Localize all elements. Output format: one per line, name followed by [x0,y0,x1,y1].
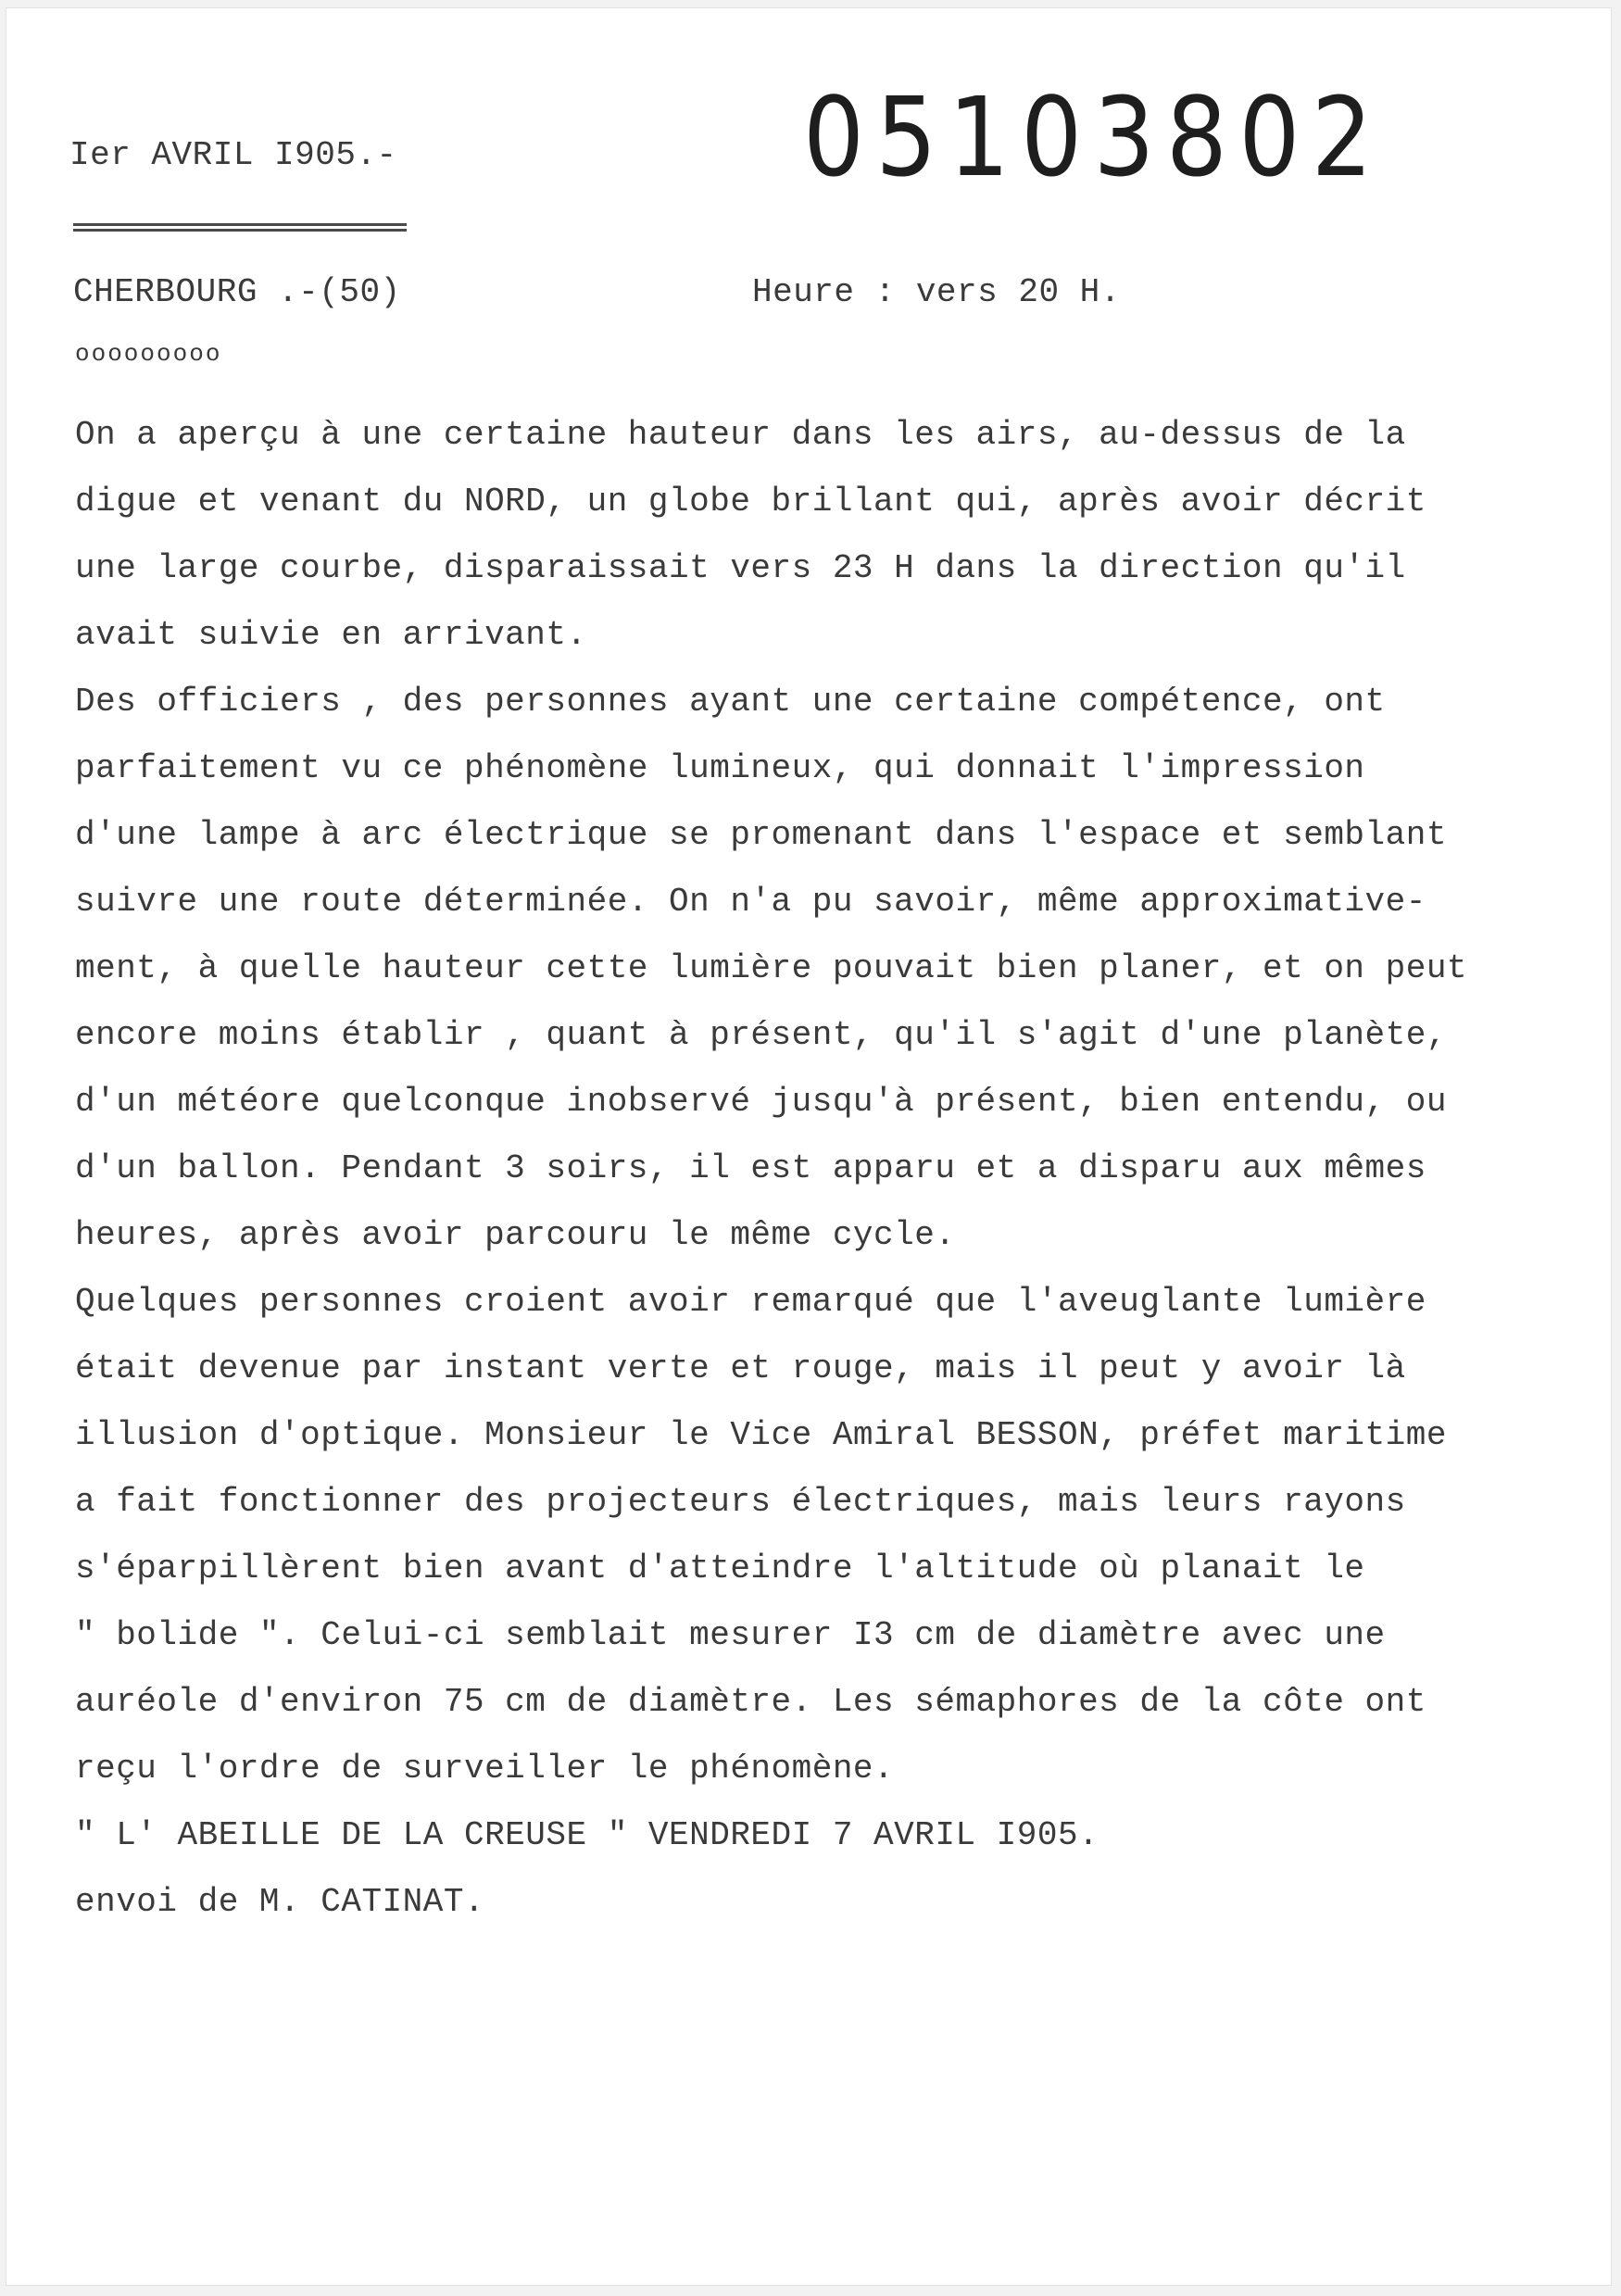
body-line: d'un météore quelconque inobservé jusqu'à présent, bien entendu, ou [75,1083,1447,1121]
body-line: avait suivie en arrivant. [75,616,587,654]
body-line: d'un ballon. Pendant 3 soirs, il est apparu et a disparu aux mêmes [75,1149,1426,1187]
location: CHERBOURG .-(50) [73,273,401,311]
body-line: était devenue par instant verte et rouge, mais il peut y avoir là [75,1349,1406,1387]
time-of-event: Heure : vers 20 H. [752,273,1121,311]
body-line: illusion d'optique. Monsieur le Vice Amiral BESSON, préfet maritime [75,1416,1447,1454]
body-line: Quelques personnes croient avoir remarqué que l'aveuglante lumière [75,1283,1426,1321]
body-line: reçu l'ordre de surveiller le phénomène. [75,1750,895,1788]
sender-note: envoi de M. CATINAT. [75,1883,485,1921]
body-line: s'éparpillèrent bien avant d'atteindre l'altitude où planait le [75,1549,1365,1587]
body-line: d'une lampe à arc électrique se promenant dans l'espace et semblant [75,816,1447,854]
report-body [75,402,1576,1936]
document-number: 05103802 [803,73,1385,201]
body-line: parfaitement vu ce phénomène lumineux, qui donnait l'impression [75,749,1365,787]
body-line: On a aperçu à une certaine hauteur dans les airs, au-dessus de la [75,416,1406,454]
body-line: une large courbe, disparaissait vers 23 H dans la direction qu'il [75,549,1406,587]
body-line: Des officiers , des personnes ayant une certaine compétence, ont [75,683,1386,721]
source-citation: " L' ABEILLE DE LA CREUSE " VENDREDI 7 AVRIL I905. [75,1816,1100,1854]
body-line: auréole d'environ 75 cm de diamètre. Les sémaphores de la côte ont [75,1683,1426,1721]
body-line: ment, à quelle hauteur cette lumière pouvait bien planer, et on peut [75,949,1468,987]
body-line: suivre une route déterminée. On n'a pu savoir, même approximative- [75,883,1426,921]
body-line: heures, après avoir parcouru le même cycle. [75,1216,956,1254]
body-line: " bolide ". Celui-ci semblait mesurer I3 cm de diamètre avec une [75,1616,1386,1654]
document-page [6,7,1612,2286]
body-line: encore moins établir , quant à présent, qu'il s'agit d'une planète, [75,1016,1447,1054]
date-underline [73,223,407,232]
body-line: a fait fonctionner des projecteurs électriques, mais leurs rayons [75,1483,1406,1521]
separator-line: ooooooooo [75,340,222,368]
report-date: Ier AVRIL I905.- [69,136,397,174]
body-line: digue et venant du NORD, un globe brillant qui, après avoir décrit [75,483,1426,521]
